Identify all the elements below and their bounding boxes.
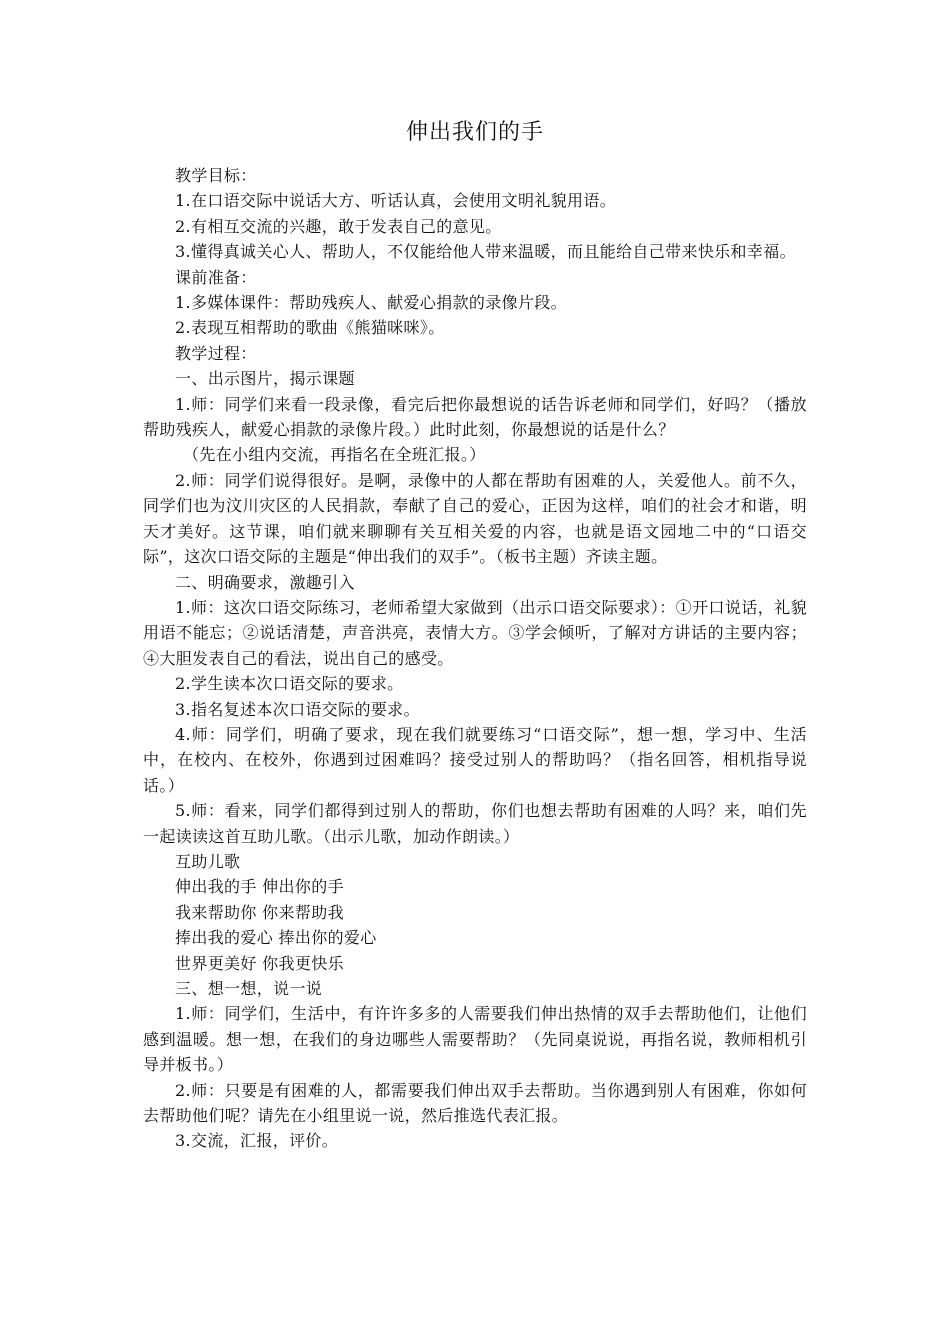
paragraph: 4.师：同学们，明确了要求，现在我们就要练习“口语交际”，想一想，学习中、生活中，在校内、在校外，你遇到过困难吗？接受过别人的帮助吗？（指名回答，相机指导说话。） [143,724,807,795]
paragraph: （先在小组内交流，再指名在全班汇报。） [183,445,486,465]
paragraph: 1.在口语交际中说话大方、听话认真，会使用文明礼貌用语。 [175,191,617,211]
paragraph-heading-preparation: 课前准备： [175,267,257,287]
paragraph-heading-process: 教学过程： [175,343,257,363]
section-heading: 二、明确要求，激趣引入 [175,572,355,592]
section-heading: 一、出示图片，揭示课题 [175,369,355,389]
poem-line: 捧出我的爱心 捧出你的爱心 [175,928,377,948]
paragraph: 1.师：这次口语交际练习，老师希望大家做到（出示口语交际要求）：①开口说话，礼貌用语不能忘；②说话清楚，声音洪亮，表情大方。③学会倾听，了解对方讲话的主要内容；④大胆发表自己的看法，说出自己的感受。 [143,597,807,668]
paragraph: 2.师：只要是有困难的人，都需要我们伸出双手去帮助。当你遇到别人有困难，你如何去帮助他们呢？请先在小组里说一说，然后推选代表汇报。 [143,1080,807,1126]
section-heading: 三、想一想，说一说 [175,979,323,998]
poem-line: 世界更美好 你我更快乐 [175,953,344,973]
poem-title: 互助儿歌 [175,851,241,871]
poem-line: 我来帮助你 你来帮助我 [175,902,344,922]
paragraph: 2.学生读本次口语交际的要求。 [175,674,404,694]
paragraph: 1.师：同学们来看一段录像，看完后把你最想说的话告诉老师和同学们，好吗？（播放帮助残疾人，献爱心捐款的录像片段。）此时此刻，你最想说的话是什么？ [143,394,807,440]
paragraph: 2.表现互相帮助的歌曲《熊猫咪咪》。 [175,318,445,338]
paragraph: 3.指名复述本次口语交际的要求。 [175,699,420,719]
document-body [143,163,807,1154]
document-title: 伸出我们的手 [405,120,544,145]
paragraph: 2.有相互交流的兴趣，敢于发表自己的意见。 [175,216,502,236]
paragraph: 3.交流，汇报，评价。 [175,1131,339,1151]
paragraph: 1.多媒体课件：帮助残疾人、献爱心捐款的录像片段。 [175,293,568,313]
paragraph: 3.懂得真诚关心人、帮助人，不仅能给他人带来温暖，而且能给自己带来快乐和幸福。 [175,242,796,262]
poem-line: 伸出我的手 伸出你的手 [175,877,344,897]
paragraph: 2.师：同学们说得很好。是啊，录像中的人都在帮助有困难的人，关爱他人。前不久，同学们也为汶川灾区的人民捐款，奉献了自己的爱心，正因为这样，咱们的社会才和谐，明天才美好。这节课，咱们就来聊聊有关互相关爱的内容，也就是语文园地二中的“口语交际”，这次口语交际的主题是“伸出我们的双手”。（板书主题）齐读主题。 [143,470,807,567]
paragraph: 5.师：看来，同学们都得到过别人的帮助，你们也想去帮助有困难的人吗？来，咱们先一起读读这首互助儿歌。（出示儿歌，加动作朗读。） [143,801,807,846]
paragraph: 1.师：同学们，生活中，有许许多多的人需要我们伸出热情的双手去帮助他们，让他们感到温暖。想一想，在我们的身边哪些人需要帮助？（先同桌说说，再指名说，教师相机引导并板书。） [143,1004,807,1075]
paragraph-heading-goals: 教学目标： [175,166,257,185]
